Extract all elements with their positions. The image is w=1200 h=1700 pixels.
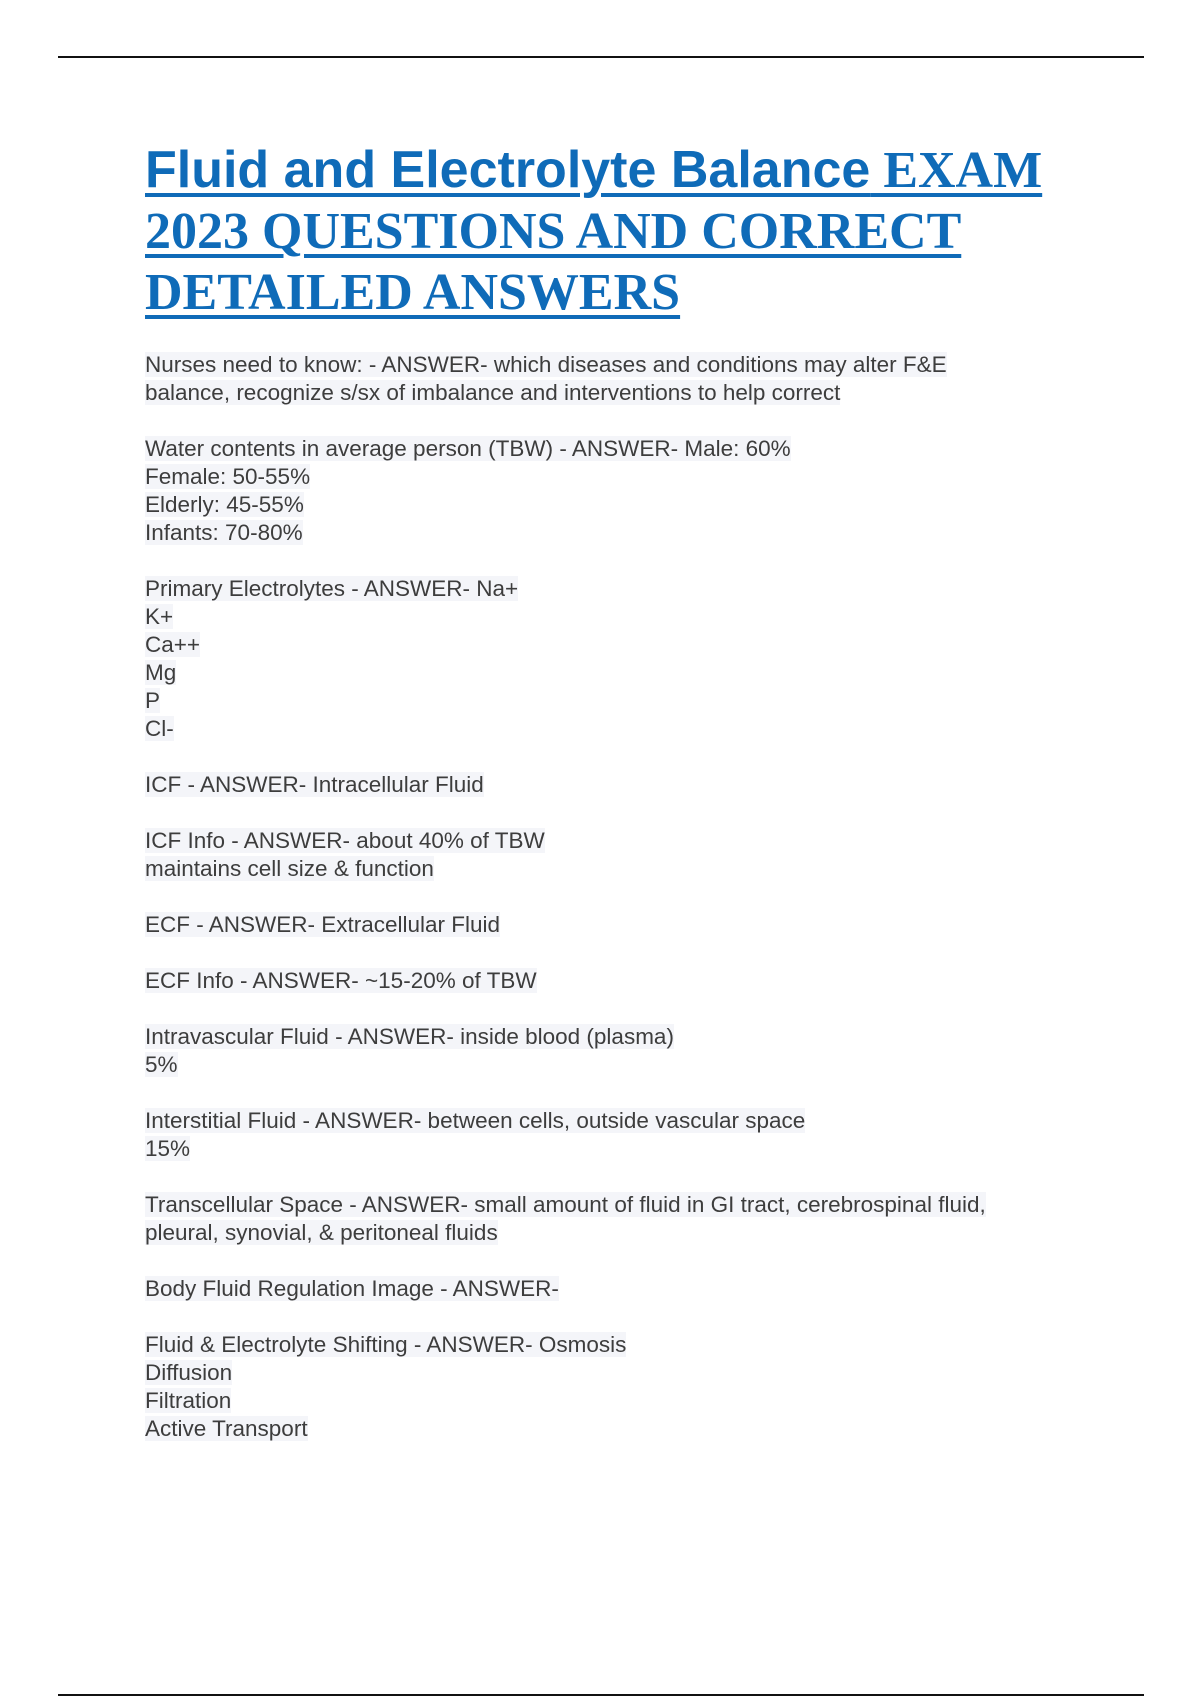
qa-line-text: pleural, synovial, & peritoneal fluids	[145, 1220, 498, 1245]
qa-line	[145, 379, 1085, 407]
qa-entry	[145, 827, 1085, 883]
qa-line-text: balance, recognize s/sx of imbalance and interventions to help correct	[145, 380, 841, 405]
qa-entry	[145, 1331, 1085, 1443]
qa-line-text: Active Transport	[145, 1416, 308, 1441]
qa-entry	[145, 911, 1085, 939]
qa-line-text: Body Fluid Regulation Image - ANSWER-	[145, 1276, 559, 1301]
title-part-3: 2023 QUESTIONS AND CORRECT	[145, 203, 962, 260]
qa-line	[145, 855, 1085, 883]
qa-line	[145, 1191, 1085, 1219]
qa-line	[145, 1415, 1085, 1443]
qa-line	[145, 1135, 1085, 1163]
qa-line-text: Primary Electrolytes - ANSWER- Na+	[145, 576, 519, 601]
qa-line-text: ICF Info - ANSWER- about 40% of TBW	[145, 828, 545, 853]
qa-line	[145, 715, 1085, 743]
qa-line-text: Infants: 70-80%	[145, 520, 303, 545]
qa-line-text: Cl-	[145, 716, 174, 741]
qa-line-text: 5%	[145, 1052, 178, 1077]
header-rule	[58, 56, 1144, 58]
qa-line	[145, 1331, 1085, 1359]
qa-line	[145, 1275, 1085, 1303]
qa-line-text: Elderly: 45-55%	[145, 492, 304, 517]
title-part-2: EXAM	[870, 142, 1043, 199]
qa-line	[145, 1107, 1085, 1135]
qa-line	[145, 435, 1085, 463]
qa-line-text: Nurses need to know: - ANSWER- which diseases and conditions may alter F&E	[145, 352, 947, 377]
qa-line	[145, 687, 1085, 715]
qa-line-text: Female: 50-55%	[145, 464, 311, 489]
qa-line-text: ECF Info - ANSWER- ~15-20% of TBW	[145, 968, 537, 993]
qa-entry	[145, 967, 1085, 995]
qa-line	[145, 575, 1085, 603]
qa-list	[145, 351, 1085, 1443]
qa-line-text: Ca++	[145, 632, 201, 657]
qa-line	[145, 603, 1085, 631]
qa-line	[145, 1219, 1085, 1247]
qa-line-text: Mg	[145, 660, 177, 685]
qa-entry	[145, 435, 1085, 547]
qa-entry	[145, 1107, 1085, 1163]
qa-line-text: P	[145, 688, 161, 713]
qa-line	[145, 911, 1085, 939]
footer-rule	[58, 1694, 1144, 1696]
qa-line	[145, 771, 1085, 799]
qa-line-text: ECF - ANSWER- Extracellular Fluid	[145, 912, 501, 937]
qa-line-text: Fluid & Electrolyte Shifting - ANSWER- Osmosis	[145, 1332, 627, 1357]
qa-line-text: K+	[145, 604, 174, 629]
qa-line-text: ICF - ANSWER- Intracellular Fluid	[145, 772, 484, 797]
qa-line	[145, 827, 1085, 855]
document-title	[145, 140, 1085, 323]
qa-line-text: 15%	[145, 1136, 191, 1161]
qa-line-text: Intravascular Fluid - ANSWER- inside blood (plasma)	[145, 1024, 674, 1049]
qa-line	[145, 1359, 1085, 1387]
qa-line	[145, 491, 1085, 519]
qa-line-text: Interstitial Fluid - ANSWER- between cells, outside vascular space	[145, 1108, 806, 1133]
qa-line	[145, 351, 1085, 379]
qa-entry	[145, 1191, 1085, 1247]
qa-entry	[145, 575, 1085, 743]
qa-line	[145, 659, 1085, 687]
qa-line-text: maintains cell size & function	[145, 856, 434, 881]
qa-line	[145, 1051, 1085, 1079]
qa-entry	[145, 1023, 1085, 1079]
qa-entry	[145, 771, 1085, 799]
qa-line	[145, 519, 1085, 547]
qa-line	[145, 463, 1085, 491]
title-part-1: Fluid and Electrolyte Balance	[145, 141, 871, 199]
qa-line	[145, 1023, 1085, 1051]
qa-line-text: Filtration	[145, 1388, 232, 1413]
qa-entry	[145, 1275, 1085, 1303]
qa-line	[145, 1387, 1085, 1415]
qa-line-text: Diffusion	[145, 1360, 233, 1385]
qa-line	[145, 967, 1085, 995]
qa-line	[145, 631, 1085, 659]
qa-entry	[145, 351, 1085, 407]
title-part-4: DETAILED ANSWERS	[145, 264, 681, 321]
qa-line-text: Transcellular Space - ANSWER- small amount of fluid in GI tract, cerebrospinal fluid,	[145, 1192, 986, 1217]
document-body	[145, 140, 1085, 1471]
qa-line-text: Water contents in average person (TBW) - ANSWER- Male: 60%	[145, 436, 791, 461]
